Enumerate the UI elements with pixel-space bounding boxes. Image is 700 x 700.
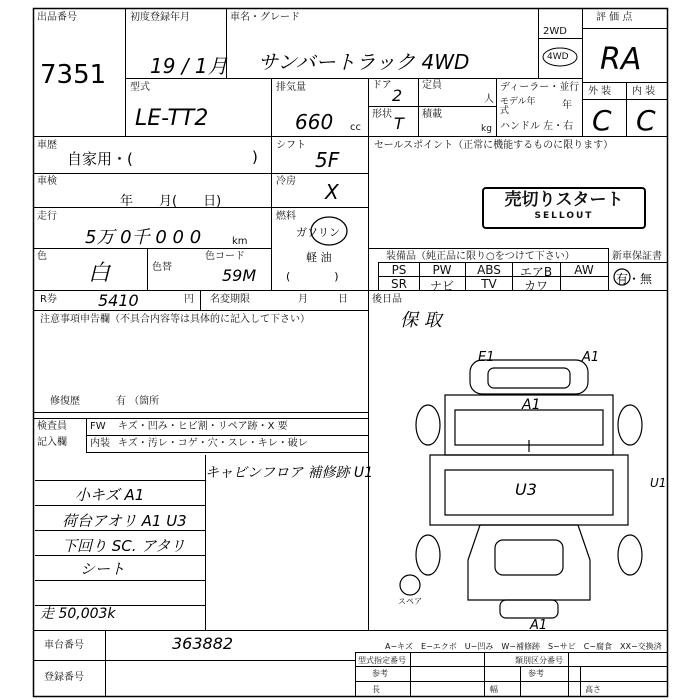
spare-label: スペア bbox=[398, 597, 422, 606]
equip-leather: カワ bbox=[523, 279, 548, 293]
score-label: 評 価 点 bbox=[596, 12, 633, 23]
notes-label: 注意事項申告欄（不具合内容等は具体的に記入して下さい） bbox=[40, 314, 310, 325]
drive-2wd: 2WD bbox=[543, 26, 567, 37]
shape-label: 形状 bbox=[372, 109, 392, 120]
drive-4wd: 4WD bbox=[547, 52, 569, 62]
color-label: 色 bbox=[37, 251, 47, 262]
fuel-label: 燃料 bbox=[276, 211, 296, 222]
score-value: RA bbox=[600, 42, 642, 77]
shift-value: 5F bbox=[315, 148, 340, 172]
diagram-mark-a1-front: A1 bbox=[582, 350, 600, 365]
shift-label: シフト bbox=[276, 140, 306, 151]
history-label: 車歴 bbox=[37, 140, 57, 151]
color-value: 白 bbox=[88, 261, 111, 286]
chassis-label: 車台番号 bbox=[44, 640, 84, 651]
note-underbody: 下回り SC. アタリ bbox=[62, 537, 186, 555]
sellout-stamp bbox=[482, 187, 646, 229]
load-label: 積載 bbox=[422, 109, 442, 120]
interior-items: キズ・汚レ・コゲ・穴・スレ・キレ・破レ bbox=[118, 438, 308, 449]
model-value: LE-TT2 bbox=[135, 106, 209, 131]
mileage-value: 5万 0千 0 0 0 bbox=[85, 227, 202, 248]
note-small-scratch: 小キズ A1 bbox=[75, 486, 145, 504]
lot-label: 出品番号 bbox=[37, 12, 77, 23]
note-bed-gate: 荷台アオリ A1 U3 bbox=[62, 512, 187, 530]
diagram-mark-a1-rear: A1 bbox=[530, 618, 548, 633]
ref-label-1: 参考 bbox=[372, 669, 388, 678]
color-code-label: 色コード bbox=[205, 251, 245, 262]
equip-pw: PW bbox=[432, 263, 452, 277]
interior-value: C bbox=[636, 104, 656, 137]
model-year-label: モデル年式 bbox=[500, 97, 536, 116]
aftermarket-label: 後日品 bbox=[372, 294, 402, 305]
equip-tv: TV bbox=[481, 277, 497, 291]
interior-head: 内装 bbox=[90, 438, 110, 449]
interior-label: 内 装 bbox=[632, 86, 656, 97]
ref-label-2: 参考 bbox=[528, 669, 544, 678]
person-unit: 人 bbox=[484, 94, 494, 105]
mileage-label: 走行 bbox=[37, 211, 57, 222]
recycle-value: 5410 bbox=[98, 291, 139, 310]
length-label: 長 bbox=[372, 685, 380, 694]
category-label: 類別区分番号 bbox=[515, 656, 563, 665]
width-label: 幅 bbox=[490, 685, 498, 694]
inspection-label: 車検 bbox=[37, 176, 57, 187]
door-value: 2 bbox=[392, 86, 403, 105]
repair-label: 修復歴 bbox=[50, 396, 80, 407]
ac-value: X bbox=[325, 180, 339, 204]
car-name-label: 車名・グレード bbox=[230, 12, 300, 23]
equip-navi: ナビ bbox=[429, 279, 454, 293]
repair-value: 有 （箇所 bbox=[116, 396, 160, 407]
warranty-value: 有・無 bbox=[616, 272, 653, 286]
deadline-value: 月 日 bbox=[298, 294, 348, 305]
equip-aw: AW bbox=[574, 263, 594, 277]
sales-point-label: セールスポイント（正常に機能するものに限ります） bbox=[374, 140, 614, 151]
diagram-mark-u1: U1 bbox=[650, 476, 667, 490]
fuel-circle-mark bbox=[296, 213, 356, 251]
shape-value: T bbox=[394, 114, 404, 133]
note-seat: シート bbox=[80, 560, 126, 578]
equip-sr: SR bbox=[391, 277, 407, 291]
equip-abs: ABS bbox=[477, 263, 501, 277]
stamp-line2: SELLOUT bbox=[534, 211, 594, 221]
chassis-value: 363882 bbox=[172, 634, 234, 653]
color-code-value: 59M bbox=[222, 266, 257, 285]
fuel-diesel: 軽 油 bbox=[306, 251, 332, 264]
fw-items: キズ・凹み・ヒビ割・リペア跡・X 要 bbox=[118, 421, 288, 432]
warranty-circle-mark bbox=[611, 266, 633, 288]
inspector-label-1: 検査員 bbox=[37, 421, 67, 432]
history-close: ) bbox=[252, 148, 258, 166]
deadline-label: 名変期限 bbox=[210, 294, 250, 305]
color-change-label: 色替 bbox=[152, 262, 172, 273]
model-label: 型式 bbox=[130, 82, 150, 93]
equip-airbag: エアB bbox=[519, 265, 553, 279]
km-unit: km bbox=[232, 236, 248, 247]
stamp-line1: 売切りスタート bbox=[504, 190, 624, 210]
history-value: 自家用・( bbox=[67, 150, 133, 168]
damage-legend: A−キズ E−エクボ U−凹み W−補修跡 S−サビ C−腐食 XX−交換済 bbox=[385, 642, 662, 651]
diagram-mark-u3: U3 bbox=[515, 480, 537, 499]
kg-unit: kg bbox=[481, 124, 492, 134]
diagram-mark-a1-hood: A1 bbox=[522, 397, 541, 413]
note-cabin-floor: キャビンフロア 補修跡 U1 bbox=[205, 465, 374, 481]
inspector-label-2: 記入欄 bbox=[37, 437, 67, 448]
type-designation-label: 型式指定番号 bbox=[358, 656, 406, 665]
note-mileage: 走 50,003k bbox=[40, 606, 116, 622]
lot-number: 7351 bbox=[40, 60, 107, 90]
yen-unit: 円 bbox=[184, 294, 194, 305]
warranty-label: 新車保証書 bbox=[612, 251, 662, 262]
diagram-mark-e1: E1 bbox=[478, 350, 495, 365]
first-reg-value: 19 / 1月 bbox=[150, 54, 228, 78]
fw-head: FW bbox=[90, 421, 106, 432]
equip-ps: PS bbox=[391, 263, 407, 277]
height-label: 高さ bbox=[585, 685, 601, 694]
dealer-label: ディーラー・並行 bbox=[500, 82, 580, 93]
exterior-label: 外 装 bbox=[588, 86, 612, 97]
first-reg-label: 初度登録年月 bbox=[130, 12, 190, 23]
capacity-label: 定員 bbox=[422, 80, 442, 91]
aftermarket-marks: 保 取 bbox=[400, 310, 442, 331]
handle-label: ハンドル 左・右 bbox=[500, 121, 574, 132]
fuel-gasoline: ガソリン bbox=[296, 226, 340, 239]
ac-label: 冷房 bbox=[276, 176, 296, 187]
fuel-paren: ( ) bbox=[286, 270, 339, 283]
cc-unit: cc bbox=[350, 122, 361, 133]
recycle-label: R券 bbox=[40, 294, 57, 305]
equipment-label: 装備品（純正品に限り○をつけて下さい） bbox=[386, 251, 575, 262]
registration-label: 登録番号 bbox=[44, 672, 84, 683]
displacement-label: 排気量 bbox=[276, 82, 306, 93]
inspection-value: 年 月( 日) bbox=[120, 194, 222, 209]
exterior-value: C bbox=[592, 104, 612, 137]
year-unit: 年 bbox=[562, 100, 572, 111]
car-name-value: サンバートラック 4WD bbox=[258, 50, 470, 74]
door-label: ドア bbox=[372, 80, 392, 91]
displacement-value: 660 bbox=[295, 110, 334, 134]
